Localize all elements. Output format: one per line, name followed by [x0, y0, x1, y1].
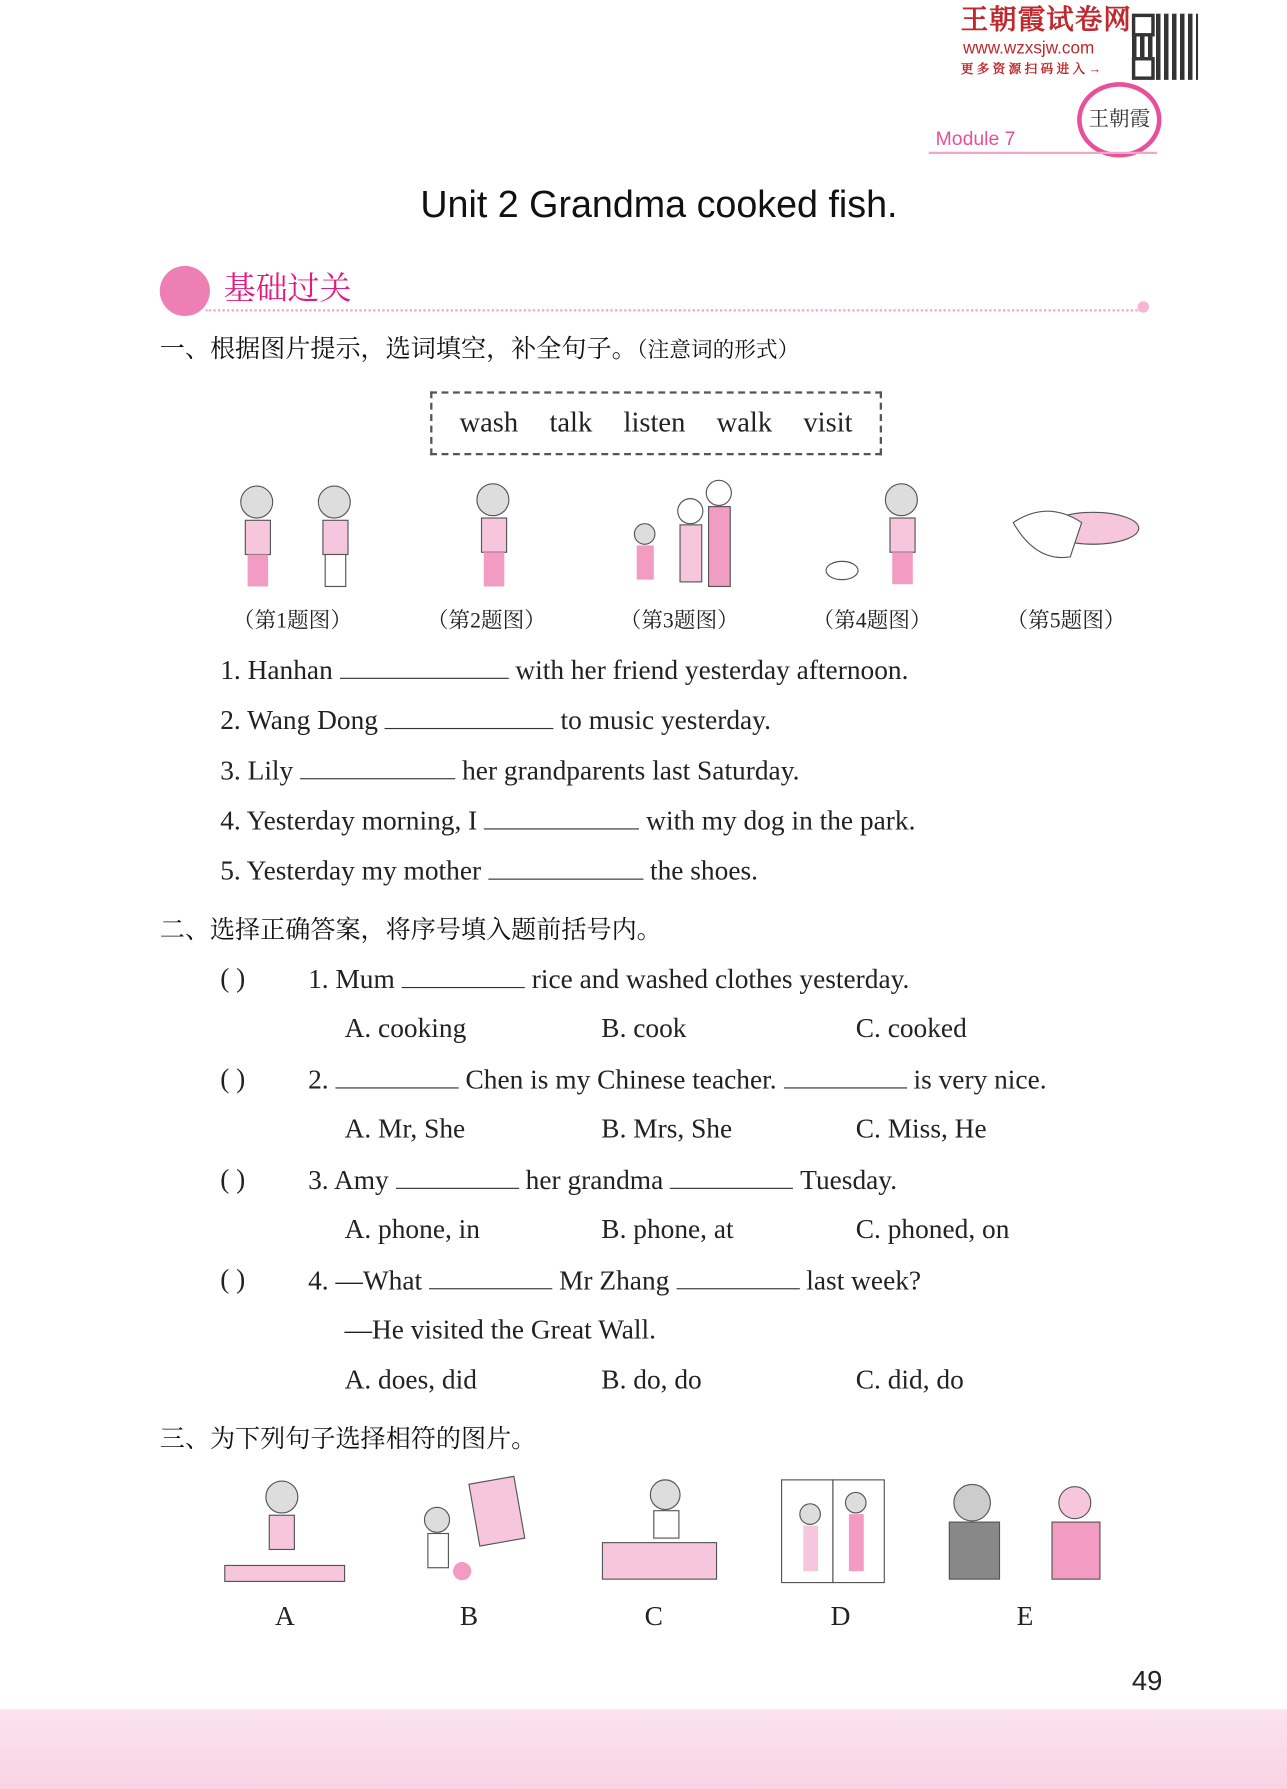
question [308, 964, 909, 997]
caption: （第3题图） [619, 609, 739, 634]
sentence-end: with my dog in the park. [646, 806, 916, 837]
option-b: B. do, do [601, 1365, 702, 1396]
answer-paren[interactable]: ( ) [220, 1064, 246, 1095]
fill-sentence [220, 806, 915, 839]
answer-blank [670, 1165, 793, 1189]
page-number: 49 [1131, 1665, 1163, 1697]
desk-boy-illustration [591, 1474, 722, 1588]
option-b: B. Mrs, She [601, 1114, 733, 1145]
answer-blank [676, 1265, 799, 1289]
option-c: C. did, do [855, 1365, 964, 1396]
fill-sentence [220, 755, 799, 788]
option-a: A. cooking [344, 1014, 467, 1045]
visiting-grandparents-illustration [616, 477, 764, 597]
caption: （第2题图） [426, 609, 546, 634]
answer-blank[interactable] [300, 755, 455, 779]
walking-dog-illustration [810, 477, 958, 597]
seal-logo: 王朝霞 [1077, 82, 1161, 157]
word: talk [549, 406, 593, 438]
sentence-end: her grandparents last Saturday. [462, 756, 800, 787]
q-text: 3. Amy [308, 1166, 389, 1196]
q-text: last week? [806, 1266, 922, 1297]
listening-boy-illustration [422, 477, 570, 597]
caption: （第4题图） [812, 609, 932, 634]
answer-paren[interactable]: ( ) [220, 1164, 246, 1195]
footer-band [0, 1709, 1287, 1789]
answer-blank [335, 1065, 458, 1089]
qr-code-icon [1132, 14, 1198, 80]
section-banner: 基础过关 [223, 270, 352, 306]
picture-label: E [1016, 1601, 1034, 1632]
option-c: C. cooked [855, 1014, 967, 1045]
part1-heading [160, 335, 800, 364]
phone-call-illustration [938, 1474, 1121, 1588]
q-text: her grandma [525, 1166, 664, 1196]
brand-url: www.wzxsjw.com [963, 38, 1095, 59]
sentence-end: to music yesterday. [560, 706, 771, 736]
answer-blank[interactable] [385, 705, 554, 729]
sentence-start: 4. Yesterday morning, I [220, 806, 478, 837]
sentence-end: the shoes. [649, 856, 758, 887]
brand-more: 更多资源扫码进入→ [960, 62, 1105, 77]
q-text: Mr Zhang [559, 1266, 670, 1297]
q-text: is very nice. [913, 1065, 1047, 1096]
part3-heading: 三、为下列句子选择相符的图片。 [159, 1425, 537, 1454]
part1-heading-text: 一、根据图片提示，选词填空，补全句子。 [159, 335, 637, 364]
answer-blank [429, 1265, 552, 1289]
sentence-end: with her friend yesterday afternoon. [515, 656, 909, 686]
answer-blank[interactable] [488, 856, 643, 880]
answer-paren[interactable]: ( ) [220, 964, 246, 994]
picture-label: D [830, 1601, 851, 1632]
answer-paren[interactable]: ( ) [220, 1265, 246, 1296]
sentence-start: 1. Hanhan [220, 656, 333, 686]
sentence-start: 5. Yesterday my mother [220, 856, 482, 887]
word-bank [430, 391, 882, 455]
caption: （第5题图） [1006, 609, 1126, 634]
word: wash [459, 406, 519, 438]
answer-blank [396, 1165, 519, 1189]
running-boy-illustration [405, 1474, 536, 1588]
cooking-girl-illustration [219, 1474, 350, 1588]
part2-heading: 二、选择正确答案，将序号填入题前括号内。 [159, 916, 662, 945]
q-text: Chen is my Chinese teacher. [465, 1065, 777, 1096]
answer-blank [783, 1065, 906, 1089]
fill-sentence [220, 705, 771, 738]
section-divider [205, 309, 1141, 311]
word: visit [803, 406, 853, 438]
module-divider [929, 152, 1157, 154]
talking-kids-illustration [222, 477, 370, 597]
page-title: Unit 2 Grandma cooked fish. [420, 182, 898, 225]
fill-sentence [220, 856, 758, 889]
question [308, 1265, 921, 1298]
section-girl-icon [160, 266, 210, 316]
brand-logo: 王朝霞试卷网 [960, 4, 1132, 36]
module-label: Module 7 [935, 127, 1016, 150]
q-text: Tuesday. [800, 1166, 898, 1196]
door-visit-illustration [776, 1474, 907, 1588]
part1-note: （注意词的形式） [636, 337, 800, 363]
question [308, 1065, 1046, 1098]
question [308, 1165, 897, 1198]
sentence-start: 2. Wang Dong [220, 706, 378, 736]
option-b: B. cook [601, 1014, 687, 1045]
caption: （第1题图） [232, 609, 353, 634]
sentence-start: 3. Lily [220, 756, 294, 787]
answer-blank[interactable] [340, 655, 509, 679]
word: walk [716, 406, 773, 438]
option-a: A. Mr, She [344, 1114, 466, 1145]
fill-sentence [220, 655, 908, 688]
answer-blank[interactable] [484, 806, 639, 830]
answer-blank [402, 964, 525, 988]
option-c: C. phoned, on [855, 1215, 1010, 1245]
q-text: 2. [308, 1065, 329, 1096]
option-a: A. phone, in [344, 1215, 480, 1245]
option-c: C. Miss, He [855, 1114, 987, 1145]
word: listen [623, 406, 686, 438]
q-text: 1. Mum [308, 965, 395, 995]
option-b: B. phone, at [601, 1215, 734, 1245]
q-text: rice and washed clothes yesterday. [531, 965, 910, 995]
divider-dot-icon [1138, 301, 1149, 312]
option-a: A. does, did [344, 1365, 477, 1396]
picture-label: C [644, 1601, 663, 1632]
q-text: 4. —What [308, 1266, 423, 1297]
picture-label: A [274, 1601, 295, 1632]
washing-shoes-illustration [1002, 477, 1150, 597]
picture-label: B [459, 1601, 479, 1632]
dialog-answer: —He visited the Great Wall. [344, 1315, 656, 1346]
